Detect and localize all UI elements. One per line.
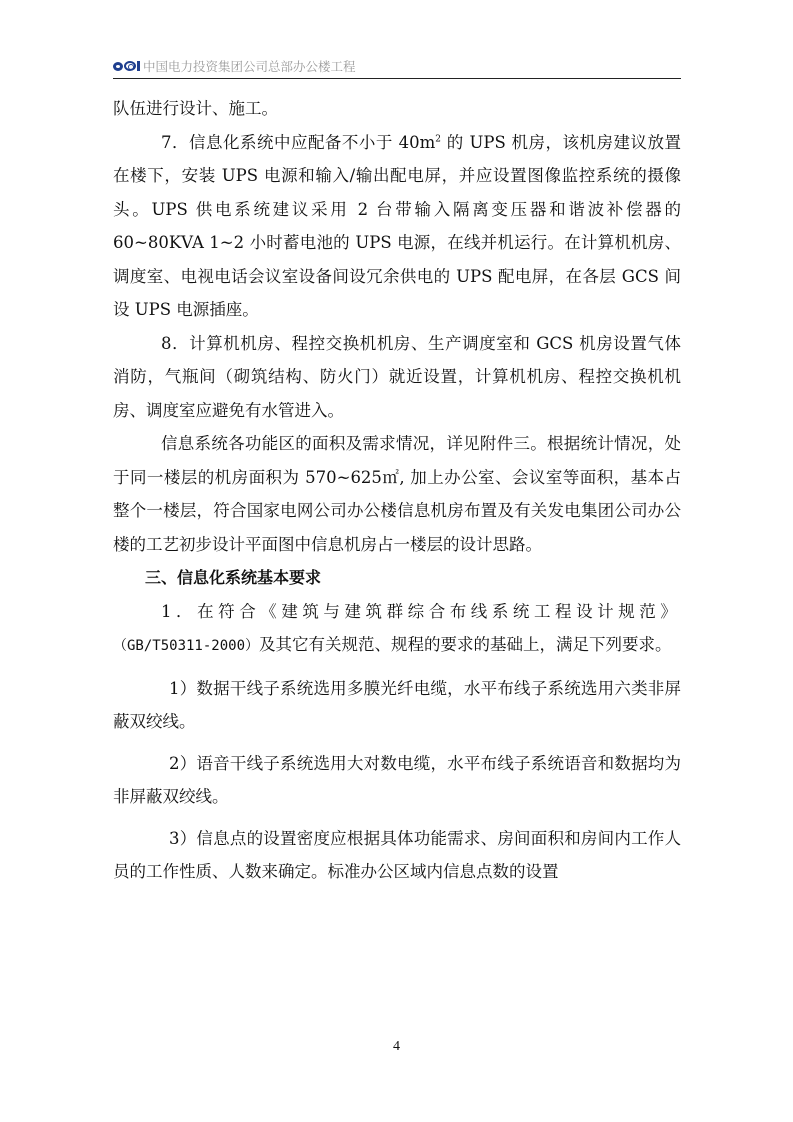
paragraph-item-7 bbox=[113, 126, 681, 327]
header-title: 中国电力投资集团公司总部办公楼工程 bbox=[143, 59, 356, 74]
cpi-logo-icon bbox=[113, 61, 140, 71]
document-body bbox=[113, 92, 681, 889]
area-text-b: , 加上办公室、会议室等面积，基本占整个一楼层，符合国家电网公司办公楼信息机房布置及有关发电集团公司办公楼的工艺初步设计平面图中信息机房占一楼层的设计思路。 bbox=[113, 467, 681, 554]
section-item-1 bbox=[113, 595, 681, 664]
item-1-text-a: 1．在符合《建筑与建筑群综合布线系统工程设计规范》 bbox=[161, 601, 681, 621]
page-number: 4 bbox=[393, 1039, 400, 1054]
paragraph-area-summary bbox=[113, 427, 681, 561]
paragraph-item-8: 8．计算机机房、程控交换机机房、生产调度室和 GCS 机房设置气体消防，气瓶间（砌筑结构、防火门）就近设置，计算机机房、程控交换机机房、调度室应避免有水管进入。 bbox=[113, 333, 681, 420]
section-heading: 三、信息化系统基本要求 bbox=[145, 568, 322, 587]
page-header bbox=[113, 54, 681, 79]
item-7-text-a: 7．信息化系统中应配备不小于 40m bbox=[161, 132, 436, 152]
standard-code: （GB/T50311-2000） bbox=[113, 638, 260, 654]
sub-item-2: 2）语音干线子系统选用大对数电缆，水平布线子系统语音和数据均为非屏蔽双绞线。 bbox=[113, 753, 681, 806]
paragraph-continuation: 队伍进行设计、施工。 bbox=[113, 99, 278, 118]
superscript: 2 bbox=[435, 134, 442, 144]
item-7-text-b: 的 UPS 机房，该机房建议放置在楼下，安装 UPS 电源和输入/输出配电屏，并应设置图像监控系统的摄像头。UPS 供电系统建议采用 2 台带输入隔离变压器和谐波补偿器的 60~80KVA 1~2 小时蓄电池的 UPS 电源，在线并机运行。在计算机机房、调度室、电视电话会议室设备间设冗余供电的 UPS 配电屏，在各层 GCS 间设 UPS 电源插座。 bbox=[113, 132, 681, 319]
item-1-text-c: 及其它有关规范、规程的要求的基础上，满足下列要求。 bbox=[259, 635, 672, 654]
sub-item-3: 3）信息点的设置密度应根据具体功能需求、房间面积和房间内工作人员的工作性质、人数来确定。标准办公区域内信息点数的设置 bbox=[113, 828, 681, 881]
sub-item-1: 1）数据干线子系统选用多膜光纤电缆，水平布线子系统选用六类非屏蔽双绞线。 bbox=[113, 678, 681, 731]
area-text-a: 信息系统各功能区的面积及需求情况，详见附件三。根据统计情况，处于同一楼层的机房面积为 570~625㎡ bbox=[113, 434, 681, 487]
